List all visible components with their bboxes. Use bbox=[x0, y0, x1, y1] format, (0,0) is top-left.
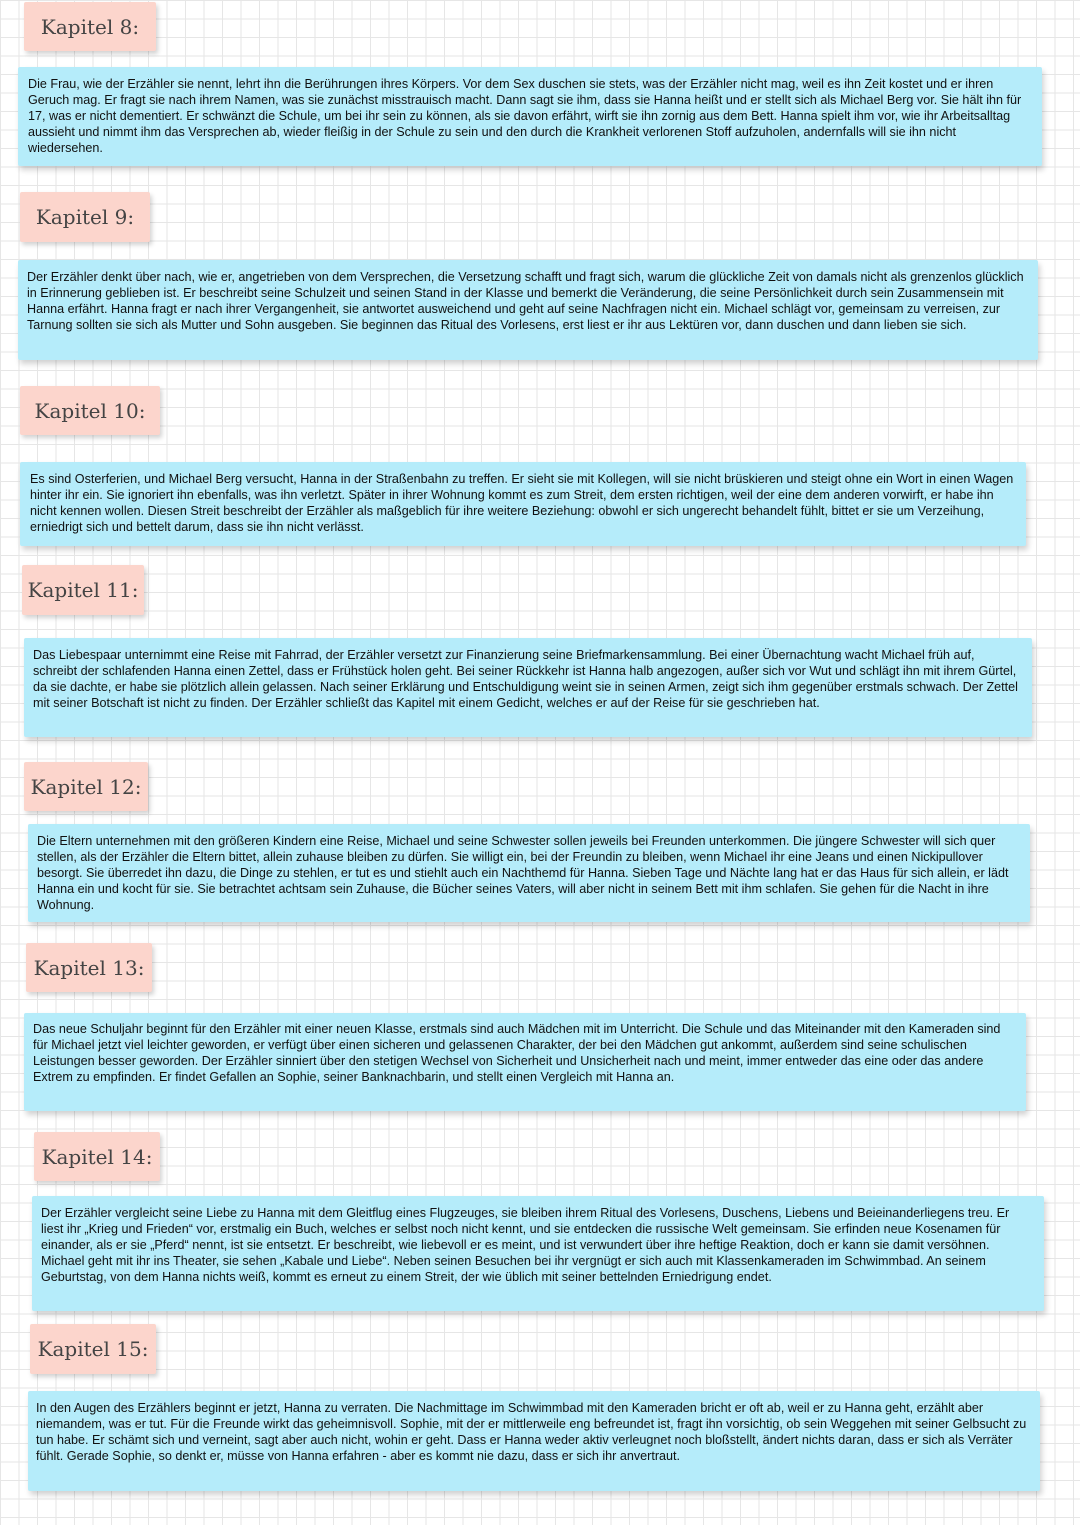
chapter-summary-text: Die Frau, wie der Erzähler sie nennt, lehrt ihn die Berührungen ihres Körpers. Vor dem Sex duschen sie stets, was der Erzähler nicht mag, weil es ihn Zeit kostet und er ihren Geruch mag. Er fragt sie nach ihrem Namen, was sie zunächst misstrauisch macht. Dann sagt sie ihm, dass sie Hanna heißt und er stellt sich als Michael Berg vor. Sie hält ihn für 17, was er nicht dementiert. Er schwänzt die Schule, um bei ihr sein zu können, als sie davon erfährt, wirft sie ihn zornig aus dem Bett. Hanna spielt ihm vor, wie ihr Arbeitsalltag aussieht und nimmt ihm das Versprechen ab, wieder fleißig in der Schule zu sein und den durch die Krankheit verlorenen Stoff aufzuholen, andernfalls will sie ihn nicht wiedersehen. bbox=[28, 77, 1022, 155]
chapter-14-title bbox=[34, 1132, 160, 1181]
chapter-10-summary bbox=[20, 462, 1026, 546]
chapter-title-text: Kapitel 10: bbox=[34, 398, 146, 423]
chapter-9-title bbox=[20, 192, 150, 242]
chapter-13-title bbox=[26, 943, 152, 992]
chapter-summary-text: Das neue Schuljahr beginnt für den Erzähler mit einer neuen Klasse, erstmals sind auch Mädchen mit im Unterricht. Die Schule und das Miteinander mit den Kameraden sind für Michael jetzt viel leichter geworden, er verfügt über einen sicheren und gelassenen Charakter, der bei den Mädchen gut ankommt, außerdem sind seine schulischen Leistungen besser geworden. Der Erzähler sinniert über den stetigen Wechsel von Sicherheit und Unsicherheit nach und meint, immer entweder das eine oder das andere Extrem zu empfinden. Er findet Gefallen an Sophie, seiner Banknachbarin, und stellt einen Vergleich mit Hanna an. bbox=[33, 1022, 1001, 1084]
chapter-summary-text: In den Augen des Erzählers beginnt er jetzt, Hanna zu verraten. Die Nachmittage im Schwimmbad mit den Kameraden bricht er oft ab, weil er zu Hanna geht, erzählt aber niemandem, was er tut. Für die Freunde wirkt das geheimnisvoll. Sophie, mit der er mittlerweile eng befreundet ist, fragt ihn vorsichtig, ob sein Weggehen mit seiner Gelbsucht zu tun habe. Er schämt sich und verneint, sagt aber auch nicht, wohin er geht. Dass er Hanna weder aktiv verleugnet noch bloßstellt, ändert nichts daran, dass er sich als Verräter fühlt. Gerade Sophie, so denkt er, müsse von Hanna erfahren - aber es kommt nie dazu, dass er sich ihr anvertraut. bbox=[36, 1401, 1027, 1463]
chapter-title-text: Kapitel 15: bbox=[37, 1337, 149, 1361]
chapter-9-summary bbox=[18, 260, 1038, 360]
chapter-summary-text: Es sind Osterferien, und Michael Berg versucht, Hanna in der Straßenbahn zu treffen. Er sieht sie mit Kollegen, will sie nicht brüskieren und steigt ohne ein Wort in einen Wagen hinter ihr ein. Sie ignoriert ihn ebenfalls, was ihn verletzt. Später in ihrer Wohnung kommt es zum Streit, dem ersten richtigen, weil der eine dem anderen vorwirft, er habe ihn nicht kennen wollen. Diesen Streit beschreibt der Erzähler als maßgeblich für ihre weitere Beziehung: obwohl er sich ungerecht behandelt fühlt, bittet er sie um Verzeihung, erniedrigt sich und bettelt darum, dass sie ihn nicht verlässt. bbox=[30, 472, 1014, 534]
chapter-title-text: Kapitel 8: bbox=[40, 14, 140, 39]
chapter-12-title bbox=[24, 762, 148, 811]
chapter-8-title bbox=[24, 2, 156, 51]
chapter-title-text: Kapitel 9: bbox=[35, 205, 135, 229]
chapter-title-text: Kapitel 12: bbox=[30, 774, 142, 799]
chapter-11-title bbox=[22, 565, 144, 615]
chapter-8-summary bbox=[18, 67, 1042, 166]
chapter-11-summary bbox=[24, 638, 1032, 737]
chapter-title-text: Kapitel 14: bbox=[41, 1144, 153, 1169]
chapter-summary-text: Der Erzähler denkt über nach, wie er, angetrieben von dem Versprechen, die Versetzung schafft und fragt sich, warum die glückliche Zeit von damals nicht als grenzenlos glücklich in Erinnerung geblieben ist. Er beschreibt seine Schulzeit und seinen Stand in der Klasse und bemerkt die Veränderung, die seine Persönlichkeit durch sein Zusammensein mit Hanna erfährt. Hanna fragt er nach ihrer Vergangenheit, sie antwortet ausweichend und geht auf seine Nachfragen nicht ein. Michael schlägt vor, gemeinsam zu verreisen, zur Tarnung sollten sie sich als Mutter und Sohn ausgeben. Sie beginnen das Ritual des Vorlesens, erst liest er ihr aus Lektüren vor, dann duschen und dann lieben sie sich. bbox=[27, 270, 1024, 332]
chapter-summary-text: Das Liebespaar unternimmt eine Reise mit Fahrrad, der Erzähler versetzt zur Finanzierung seine Briefmarkensammlung. Bei einer Übernachtung wacht Michael früh auf, schreibt der schlafenden Hanna einen Zettel, dass er Frühstück holen geht. Bei seiner Rückkehr ist Hanna halb angezogen, außer sich vor Wut und schlägt ihn mit ihrem Gürtel, da sie dachte, er habe sie plötzlich allein gelassen. Nach seiner Erklärung und Entschuldigung weint sie in seinen Armen, zeigt sich ihm gegenüber erstmals schwach. Der Zettel mit seiner Botschaft ist nicht zu finden. Der Erzähler schließt das Kapitel mit einem Gedicht, welches er auf der Reise für sie geschrieben hat. bbox=[33, 648, 1018, 710]
chapter-summary-text: Die Eltern unternehmen mit den größeren Kindern eine Reise, Michael und seine Schwester sollen jeweils bei Freunden unterkommen. Die jüngere Schwester will sich quer stellen, als der Erzähler die Eltern bittet, allein zuhause bleiben zu dürfen. Sie willigt ein, bei der Freundin zu bleiben, wenn Michael ihr eine Jeans und einen Nickipullover besorgt. Sie überredet ihn dazu, die Dinge zu stehlen, er tut es und stiehlt auch ein Nachthemd für Hanna. Sieben Tage und Nächte lang hat er das Haus für sich allein, er lädt Hanna ein und kocht für sie. Sie betrachtet achtsam sein Zuhause, die Bücher seines Vaters, will aber nicht in seinem Bett mit ihm schlafen. Sie gehen für die Nacht in ihre Wohnung. bbox=[37, 834, 1009, 912]
chapter-15-title bbox=[30, 1324, 156, 1374]
chapter-14-summary bbox=[32, 1196, 1044, 1311]
chapter-12-summary bbox=[28, 824, 1030, 922]
chapter-13-summary bbox=[24, 1013, 1026, 1111]
chapter-15-summary bbox=[28, 1391, 1040, 1491]
chapter-10-title bbox=[20, 386, 160, 435]
chapter-summary-text: Der Erzähler vergleicht seine Liebe zu Hanna mit dem Gleitflug eines Flugzeuges, sie bleiben ihrem Ritual des Vorlesens, Duschens, Liebens und Beieinanderliegens treu. Er liest ihr „Krieg und Frieden“ vor, erstmalig ein Buch, welches er selbst noch nicht kennt, und sie entdecken die russische Welt gemeinsam. Sie erfinden neue Kosenamen für einander, als er sie „Pferd“ nennt, ist sie entsetzt. Er beschreibt, wie liebevoll er es meint, und ist verwundert über ihre heftige Reaktion, doch er kann sie damit versöhnen. Michael geht mit ihr ins Theater, sie sehen „Kabale und Liebe“. Neben seinen Besuchen bei ihr vergnügt er sich auch mit Klassenkameraden im Schwimmbad. An seinem Geburtstag, von dem Hanna nichts weiß, kommt es erneut zu einem Streit, der wie üblich mit seiner bettelnden Erniedrigung endet. bbox=[41, 1206, 1010, 1284]
chapter-title-text: Kapitel 11: bbox=[27, 578, 139, 602]
chapter-title-text: Kapitel 13: bbox=[33, 955, 145, 980]
